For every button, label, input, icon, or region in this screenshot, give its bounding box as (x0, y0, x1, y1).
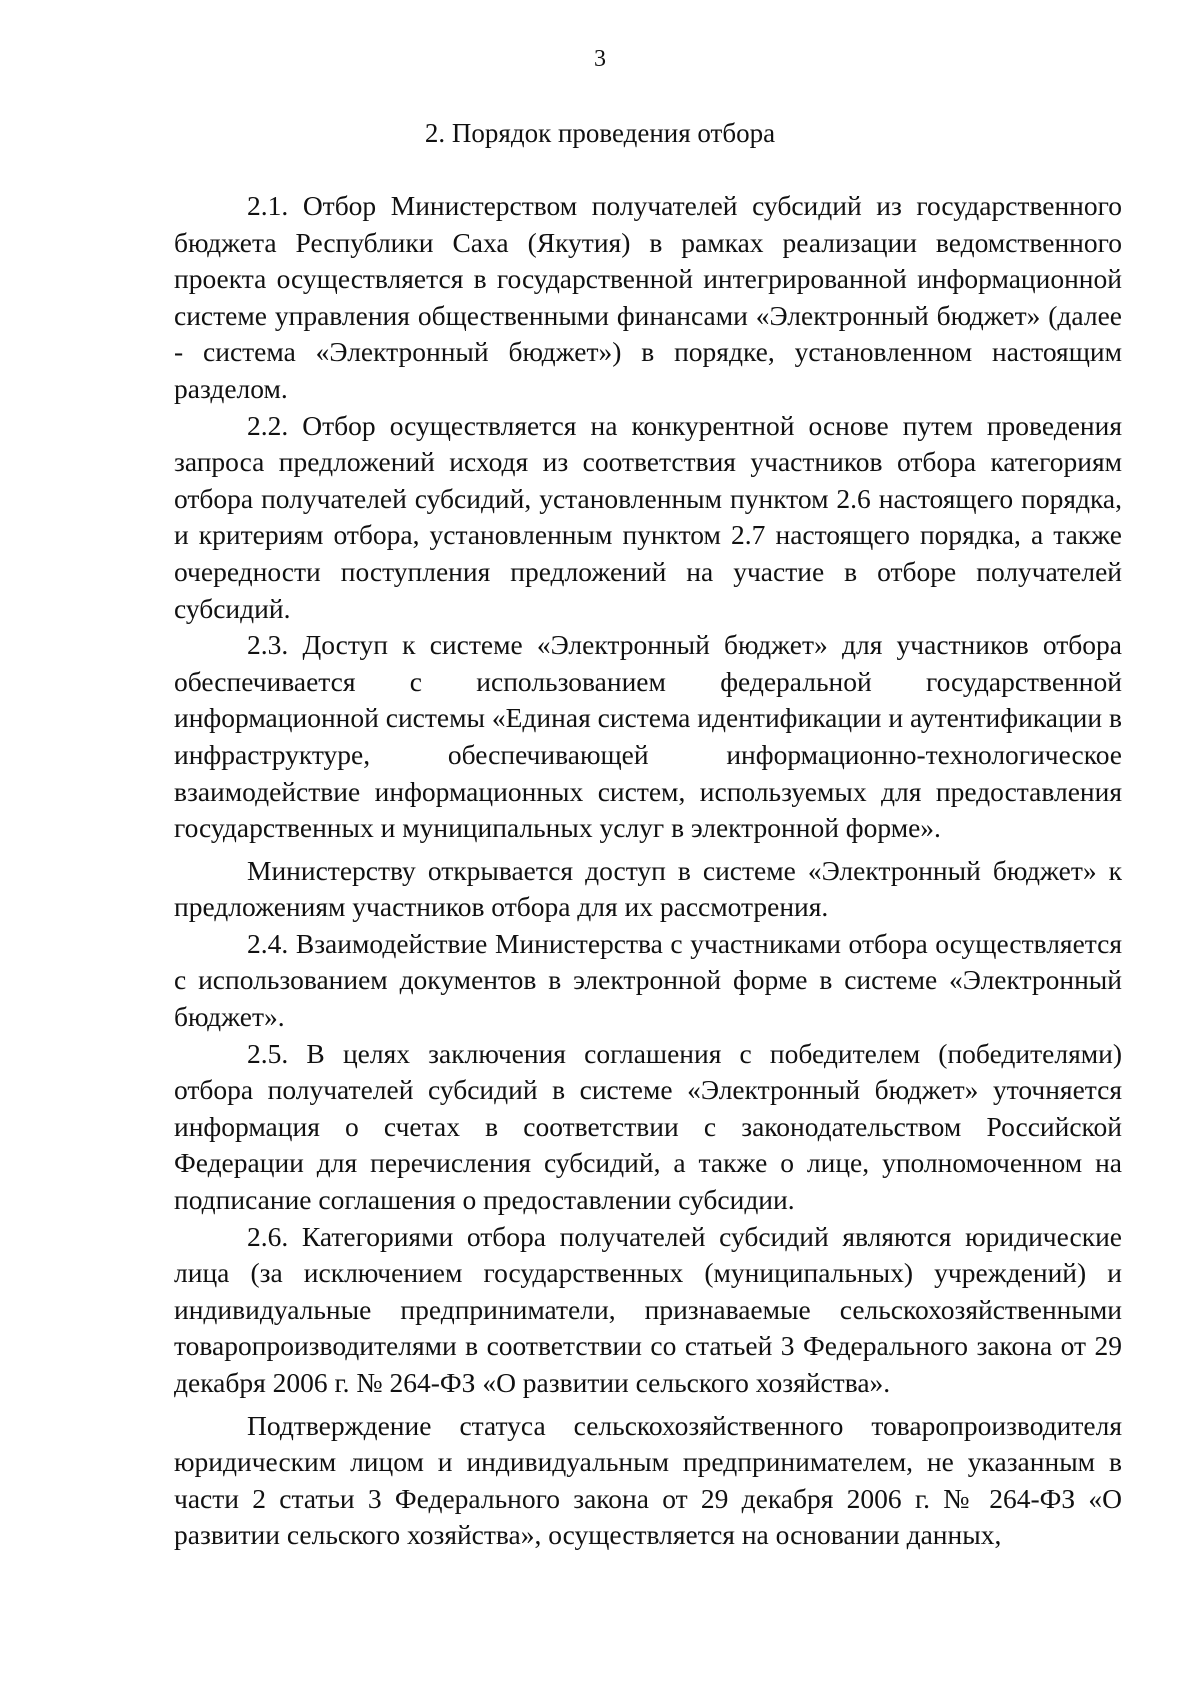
document-body (174, 188, 1122, 1554)
paragraph-ministry-access: Министерству открывается доступ в системе «Электронный бюджет» к предложениям участников отбора для их рассмотрения. (174, 854, 1122, 923)
paragraph-2-1: 2.1. Отбор Министерством получателей субсидий из государственного бюджета Республики Саха (Якутия) в рамках реализации ведомственного проекта осуществляется в государственной интегрированной информационной системе управления общественными финансами «Электронный бюджет» (далее - система «Электронный бюджет») в порядке, установленном настоящим разделом. (174, 190, 1122, 404)
page-number: 3 (594, 46, 606, 72)
section-title: 2. Порядок проведения отбора (424, 118, 776, 148)
paragraph-2-6: 2.6. Категориями отбора получателей субсидий являются юридические лица (за исключением государственных (муниципальных) учреждений) и индивидуальные предприниматели, признаваемые сельскохозяйственными товаропроизводителями в соответствии со статьей 3 Федерального закона от 29 декабря 2006 г. № 264-ФЗ «О развитии сельского хозяйства». (174, 1220, 1122, 1398)
paragraph-2-4: 2.4. Взаимодействие Министерства с участниками отбора осуществляется с использованием документов в электронной форме в системе «Электронный бюджет». (174, 927, 1122, 1033)
paragraph-2-2: 2.2. Отбор осуществляется на конкурентной основе путем проведения запроса предложений исходя из соответствия участников отбора категориям отбора получателей субсидий, установленным пунктом 2.6 настоящего порядка, и критериям отбора, установленным пунктом 2.7 настоящего порядка, а также очередности поступления предложений на участие в отборе получателей субсидий. (174, 409, 1122, 624)
paragraph-2-5: 2.5. В целях заключения соглашения с победителем (победителями) отбора получателей субсидий в системе «Электронный бюджет» уточняется информация о счетах в соответствии с законодательством Российской Федерации для перечисления субсидий, а также о лице, уполномоченном на подписание соглашения о предоставлении субсидии. (174, 1037, 1122, 1216)
paragraph-2-3: 2.3. Доступ к системе «Электронный бюджет» для участников отбора обеспечивается с использованием федеральной государственной информационной системы «Единая система идентификации и аутентификации в инфраструктуре, обеспечивающей информационно-технологическое взаимодействие информационных систем, используемых для предоставления государственных и муниципальных услуг в электронной форме». (174, 629, 1122, 844)
paragraph-status-confirmation: Подтверждение статуса сельскохозяйственного товаропроизводителя юридическим лицом и индивидуальным предпринимателем, не указанным в части 2 статьи 3 Федерального закона от 29 декабря 2006 г. № 264-ФЗ «О развитии сельского хозяйства», осуществляется на основании данных, (174, 1409, 1122, 1551)
